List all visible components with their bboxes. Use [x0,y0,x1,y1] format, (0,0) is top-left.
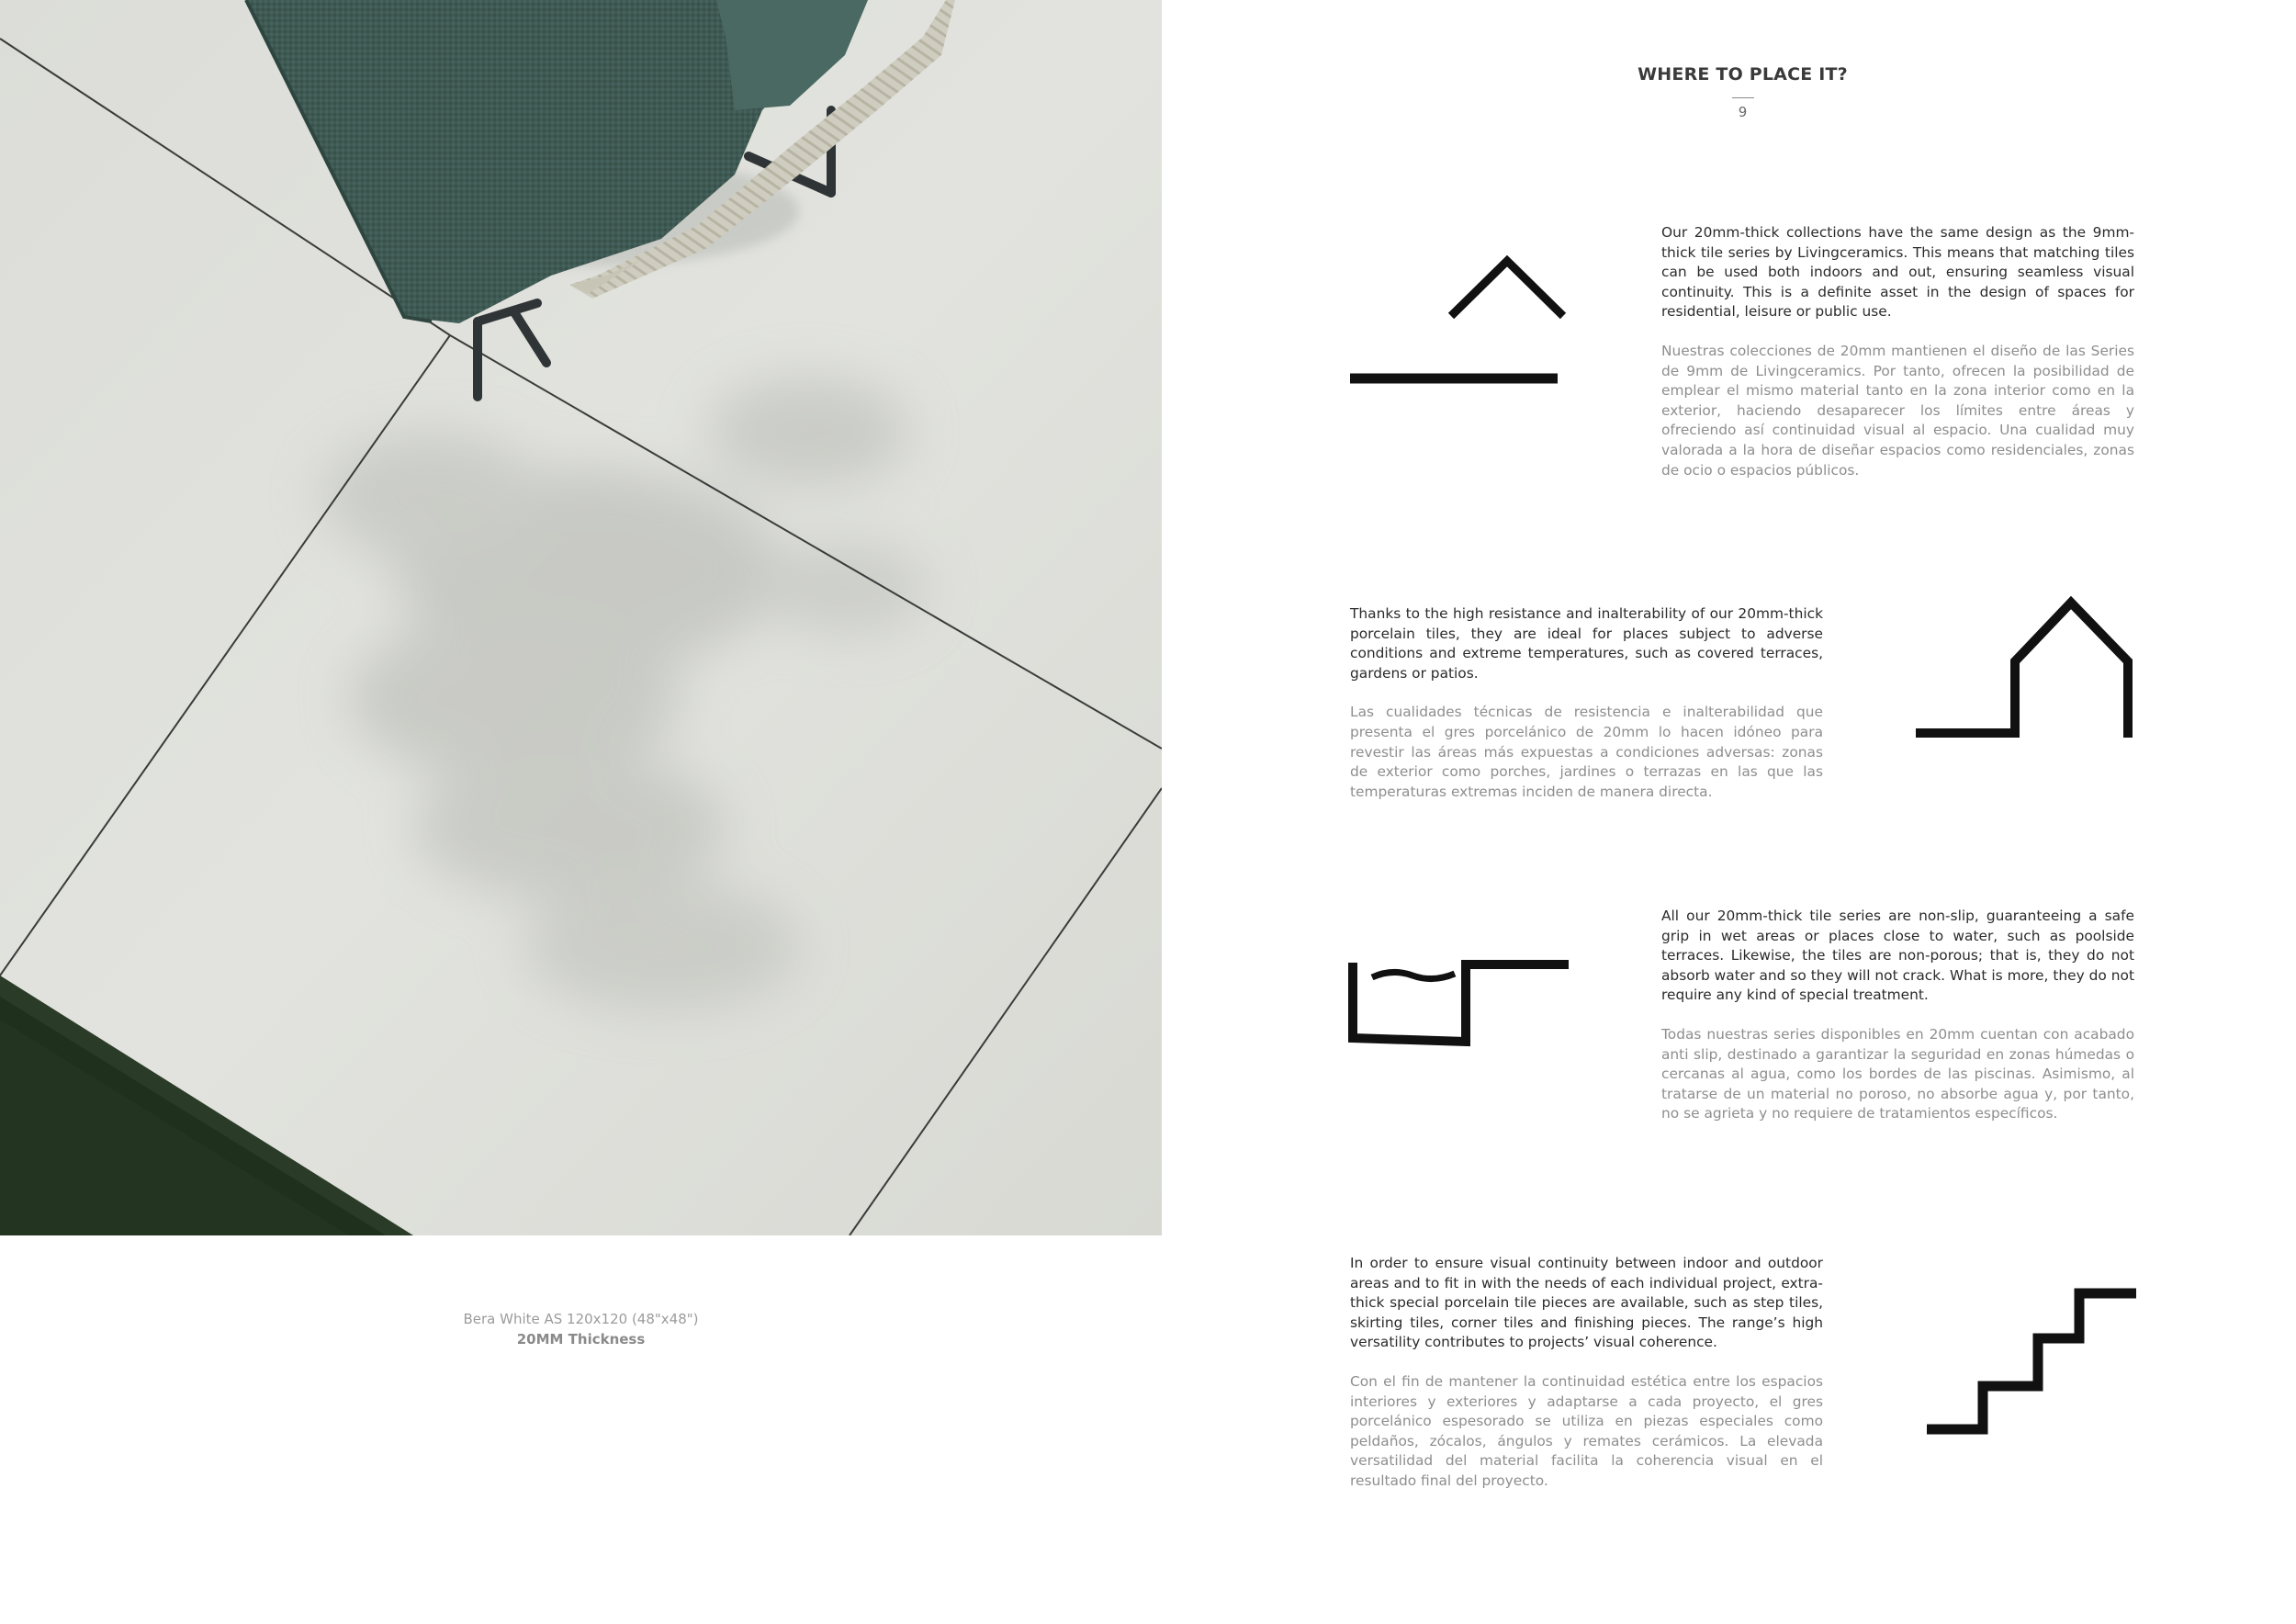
roof-over-floor-icon [1348,250,1570,388]
stairs-icon [1925,1282,2138,1438]
section-resistance [1350,604,1823,802]
caption-product: Bera White AS 120x120 (48"x48") [463,1311,699,1327]
page-header [1598,64,1887,120]
section-4-spanish: Con el fin de mantener la continuidad estética entre los espacios interiores y exteriores y adaptarse a cada proyecto, el gres porcelánico espesorado se utiliza en piezas especiales como peldaños, zócalos, ángulos y remates cerámicos. La elevada versatilidad del material facilita la coherencia visual en el resultado final del proyecto. [1350,1372,1823,1489]
pool-edge-icon [1348,955,1573,1047]
title-divider [1732,97,1754,98]
section-4-english: In order to ensure visual continuity between indoor and outdoor areas and to fit in with the needs of each individual project, extra-thick special porcelain tile pieces are available, such as step tiles, skirting tiles, corner tiles and finishing pieces. The range’s high versatility contributes to projects’ visual coherence. [1350,1255,1823,1351]
photo-caption [367,1309,794,1349]
section-indoor-outdoor [1661,223,2134,480]
section-3-english: All our 20mm-thick tile series are non-slip, guaranteeing a safe grip in wet areas or places close to water, such as poolside terraces. Likewise, the tiles are non-porous; that is, they do not absorb water and so they will not crack. What is more, they do not require any kind of special treatment. [1661,908,2134,1004]
section-3-spanish: Todas nuestras series disponibles en 20mm cuentan con acabado anti slip, destinado a garantizar la seguridad en zonas húmedas o cercanas al agua, como los bordes de las piscinas. Asimismo, al tratarse de un material no poroso, no absorbe agua y, por tanto, no se agrieta y no requiere de tratamientos específicos. [1661,1025,2134,1122]
section-2-english: Thanks to the high resistance and inalterability of our 20mm-thick porcelain tiles, they are ideal for places subject to adverse conditions and extreme temperatures, such as covered terraces, gardens or patios. [1350,605,1823,682]
terrace-photo [0,0,1162,1235]
house-outline-icon [1914,595,2139,742]
section-1-spanish: Nuestras colecciones de 20mm mantienen el diseño de las Series de 9mm de Livingceramics. Por tanto, ofrecen la posibilidad de emplear el mismo material tanto en la zona interior como en la exterior, haciendo desaparecer los límites entre áreas y ofreciendo así continuidad visual al espacio. Una cualidad muy valorada a la hora de diseñar espacios como residenciales, zonas de ocio o espacios públicos. [1661,342,2134,479]
caption-thickness: 20MM Thickness [516,1331,646,1348]
page-number: 9 [1738,104,1748,120]
section-1-english: Our 20mm-thick collections have the same design as the 9mm-thick tile series by Livingceramics. This means that matching tiles can be used both indoors and out, ensuring seamless visual continuity. This is a definite asset in the design of spaces for residential, leisure or public use. [1661,224,2134,321]
section-2-spanish: Las cualidades técnicas de resistencia e inalterabilidad que presenta el gres porcelánico de 20mm lo hacen idóneo para revestir las áreas más expuestas a condiciones adversas: zonas de exterior como porches, jardines o terrazas en las que las temperaturas extremas inciden de manera directa. [1350,704,1823,800]
section-non-slip [1661,907,2134,1124]
page-title: WHERE TO PLACE IT? [1638,64,1848,85]
section-special-pieces [1350,1254,1823,1492]
